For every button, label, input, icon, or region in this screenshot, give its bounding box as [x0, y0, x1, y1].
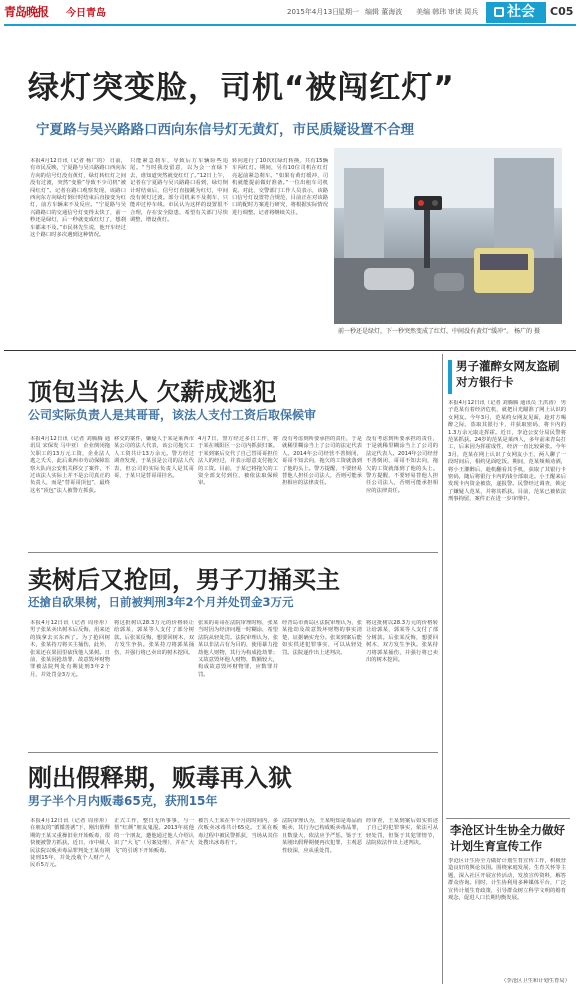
designer-credit: 美编 韩玮 [416, 8, 447, 16]
masthead [0, 0, 580, 26]
sidebar-divider [442, 354, 443, 984]
story3-column-2: 将这批树以28.3万元的价格转让给郭某，郭某等人支付了部分树款。后张某反悔，想要回树木，双方发生争执。张某持刀将郭某捅伤，并强行将已卖出的树木挖回。 [114, 620, 194, 656]
traffic-scene-image [334, 148, 562, 324]
checkbox-icon [494, 7, 504, 17]
story2-headline: 顶包当法人 欠薪成逃犯 [28, 378, 277, 406]
story1-column-2: 只能紧急刹车，导致后方车辆险些追尾。“当时我没留意，以为会一直绿下去，谁知道突然就变红灯了。”12日上午，记者在宁夏路与吴兴路路口看到，绿灯倒计时结束后，信号灯直接跳为红灯，中间没有黄灯过渡。部分司机来不及刹车，只能冲过停车线。市民认为这样的设置很不合理，存在安全隐患，希望有关部门尽快调整，增设黄灯。 [130, 158, 228, 224]
story2-column-4: 没有考虑到所要承担的责任，于是就稀里糊涂当上了公司的法定代表人。2014年公司经营不善倒闭，哥哥不知去向，拖欠的工资就落到了他的头上。警方提醒，不要轻易替他人担任公司法人，否则可能承担相应的法律责任。 [282, 436, 362, 487]
sidebar2-credit: （李沧区卫生和计划生育局） [501, 978, 570, 984]
story4-column-4: 法院审理认为，王某明知是毒品而贩卖，其行为已构成贩卖毒品罪，且数量大，依法应予严惩。鉴于王某刚出假释期便再次犯罪，主观恶性较深，应从重处罚。 [282, 818, 362, 854]
proofreader-credit: 审读 周兵 [448, 8, 479, 16]
editor-credit: 编辑 董海波 [365, 8, 403, 16]
story4-column-3: 被告人王某在半个月的时间内，多次贩卖冰毒共计65克。王某在贩毒过程中被民警抓获，当场从其住处搜出冰毒若干。 [198, 818, 278, 847]
story4-column-2: 正式工作，整日无所事事，与一帮“红颜”朋友鬼混。2013年底他的一个朋友，邀他通过他人介绍认识了“大飞”（另案处理），并在“大飞”的引诱下开始贩毒。 [114, 818, 194, 854]
sidebar1-body: 本报4月12日讯（记者 刘腾腾 通讯员 王洪涛） 男子范某有着经济危机，就把目光瞄准了网上认识的女网友。今年3月，范某约女网友见面，趁对方喝醉之际，盗取其银行卡，并获取密码，将卡内的1.3万余元取走挥霍。近日，李沧公安分局民警将范某抓获。24岁的范某是莱西人，多年前来青岛打工，后来因为挥霍成性，经济一直比较紧张。今年3月，范某在网上认识了女网友小王，两人聊了一段时间后，相约见面吃饭。期间，范某频频劝酒，将小王灌醉后，趁机翻看其手机，获取了其银行卡密码，随后将银行卡内的钱全部取走。小王醒来后发现卡内资金被盗，遂报警。民警经过调查，锁定了嫌疑人范某，并将其抓获。目前，范某已被依法刑事拘留，案件正在进一步审理中。 [448, 400, 566, 503]
section-tab [486, 2, 546, 23]
newspaper-logo: 青岛晚报 [4, 5, 49, 19]
edition-label: 今日青岛 [66, 8, 106, 19]
issue-weekday: 星期一 [338, 8, 359, 16]
story2-column-3: 4月7日，警方经过多日工作，将于某在城阳区一公司内抓获归案。于某到案后交代了自己替哥哥担任法人的经过，并表示愿意支付拖欠的工资。目前，于某已将拖欠的工资全部支付到位，被依法取保候审。 [198, 436, 278, 487]
header-rule [4, 24, 576, 26]
page-number: C05 [550, 5, 574, 18]
story2-subhead: 公司实际负责人是其哥哥，该法人支付工资后取保候审 [28, 408, 317, 422]
story2-column-1: 本报4月12日讯（记者 刘腾腾 通讯员 宋保发 马中亚） 企业倒闭拖欠职工的13万元工资，企业法人逃之夭夭，此后莱西市劳动保障监察大队向公安机关移交了案件，不过该法人实际上并不是公司真正的负责人，而是“替哥哥顶包”，最终这名“顶包”法人被警方抓获。 [30, 436, 110, 494]
sidebar2-headline: 李沧区计生协全力做好计划生育宣传工作 [450, 823, 565, 853]
sidebar2-body: 李沧区计生协全力做好计划生育宣传工作，积极营造良好的舆论氛围。围绕家庭发展、生育关怀等主题，深入社区开展宣传活动，发放宣传资料，解答群众咨询。同时，计生协利用多种媒体平台，广泛宣传计划生育政策，引导群众树立科学文明的婚育观念，促进人口长期均衡发展。 [448, 858, 566, 902]
story2-column-2: 移交的案件，嫌疑人于某是莱西市某公司的法人代表，该公司拖欠工人工资共计13万余元。警方经过调查发现，于某虽是公司的法人代表，但公司的实际负责人是其哥哥，于某只是替哥哥挂名。 [114, 436, 194, 480]
story1-subhead: 宁夏路与吴兴路路口西向东信号灯无黄灯，市民质疑设置不合理 [36, 122, 414, 138]
story3-column-1: 本报4月12日讯（记者 周彤彤） 男子张某卖出树木后反悔，用来还的钱拿去买东西了。为了抢回树木，张某持刀将买主捅伤，此外，张某还在果园里砍伐他人果树。日前，张某因抢劫罪、故意毁坏财物罪被法院判处有期徒刑3年2个月，并处罚金3万元。 [30, 620, 110, 678]
story3-headline: 卖树后又抢回，男子刀捅买主 [28, 566, 340, 594]
story3-column-3: 张某的哥哥在法院审理时称，张某当时因为经济问题一时糊涂，希望法院从轻处罚。法院审理认为，张某以非法占有为目的，使用暴力抢劫他人财物，其行为构成抢劫罪；又故意毁坏他人财物，数额较大，构成故意毁坏财物罪，应数罪并罚。 [198, 620, 278, 678]
story1-headline: 绿灯突变脸，司机“被闯红灯” [28, 70, 455, 106]
divider [28, 552, 438, 553]
divider [446, 818, 570, 819]
story1-column-3: 转向进行了10次红绿灯转换，共有15辆车闯红灯。期间，另有10位司机在红灯亮起前紧急刹车。“如果有黄灯缓冲，司机就能提前做好准备。”一位出租车司机说。对此，交警部门工作人员表示，该路口信号灯设置符合规范，目前正在对该路口的配时方案进行研究，将根据实际情况进行调整。记者将继续关注。 [232, 158, 328, 216]
story3-subhead: 还搶自砍果树，日前被判刑3年2个月并处罚金3万元 [28, 595, 294, 609]
divider [28, 752, 438, 753]
story3-column-4: 经青岛市黄岛区法院审理认为，张某抢劫及故意毁坏财物的事实清楚，证据确实充分。张某到案后能如实供述犯罪事实，可以从轻处罚。法院遂作出上述判决。 [282, 620, 362, 656]
sidebar-accent [448, 360, 452, 394]
story2-column-5: 没有考虑到所要承担的责任，于是就稀里糊涂当上了公司的法定代表人。2014年公司经营不善倒闭，哥哥不知去向，拖欠的工资就落到了他的头上。警方提醒，不要轻易替他人担任公司法人，否则可能承担相应的法律责任。 [366, 436, 438, 494]
story4-column-5: 经审查，王某到案后如实供述了自己的犯罪事实，依法可从轻处罚，但鉴于其犯罪情节，法院依法作出上述判决。 [366, 818, 438, 847]
story4-subhead: 男子半个月内贩毒65克，获刑15年 [28, 794, 218, 808]
sidebar1-headline: 男子灌醉女网友盗刷对方银行卡 [456, 359, 560, 389]
section-label: 社会 [507, 4, 535, 20]
story1-column-1: 本报4月12日讯（记者 杨广的） 日前，有市民反映，宁夏路与吴兴路路口西向东方向的信号灯没有黄灯，绿灯转红灯之间没有过渡，突然“变脸”导致不少司机“被闯红灯”。记者在路口观察发现，该路口西向东方向绿灯倒计时结束后直接变为红灯，前方车辆来不及反应。“宁夏路与吴兴路路口的交通信号灯变得太快了，前一秒还是绿灯，后一秒就变成红灯了，想刹车都来不及。”市民林先生说，他开车经过这个路口时多次遇到这种情况。 [30, 158, 126, 239]
photo-caption: 前一秒还是绿灯，下一秒突然变成了红灯，中间没有黄灯“缓冲”。 杨广的 摄 [338, 328, 541, 335]
story4-column-1: 本报4月12日讯（记者 周彤彤） 在朋友的“循循善诱”下，刚出假释期的王某又重操旧业开始贩毒，很快便被警方抓获。近日，市中级人民法院以贩卖毒品罪判处王某有期徒刑15年，并处没收个人财产人民币5万元。 [30, 818, 110, 869]
traffic-photo [334, 148, 562, 324]
section-rule [4, 350, 576, 351]
story4-headline: 刚出假释期，贩毒再入狱 [28, 764, 292, 792]
issue-date: 2015年4月13日 [287, 8, 340, 16]
story3-column-5: 将这批树以28.3万元的价格转让给郭某，郭某等人支付了部分树款。后张某反悔，想要回树木，双方发生争执。张某持刀将郭某捅伤，并强行将已卖出的树木挖回。 [366, 620, 438, 664]
